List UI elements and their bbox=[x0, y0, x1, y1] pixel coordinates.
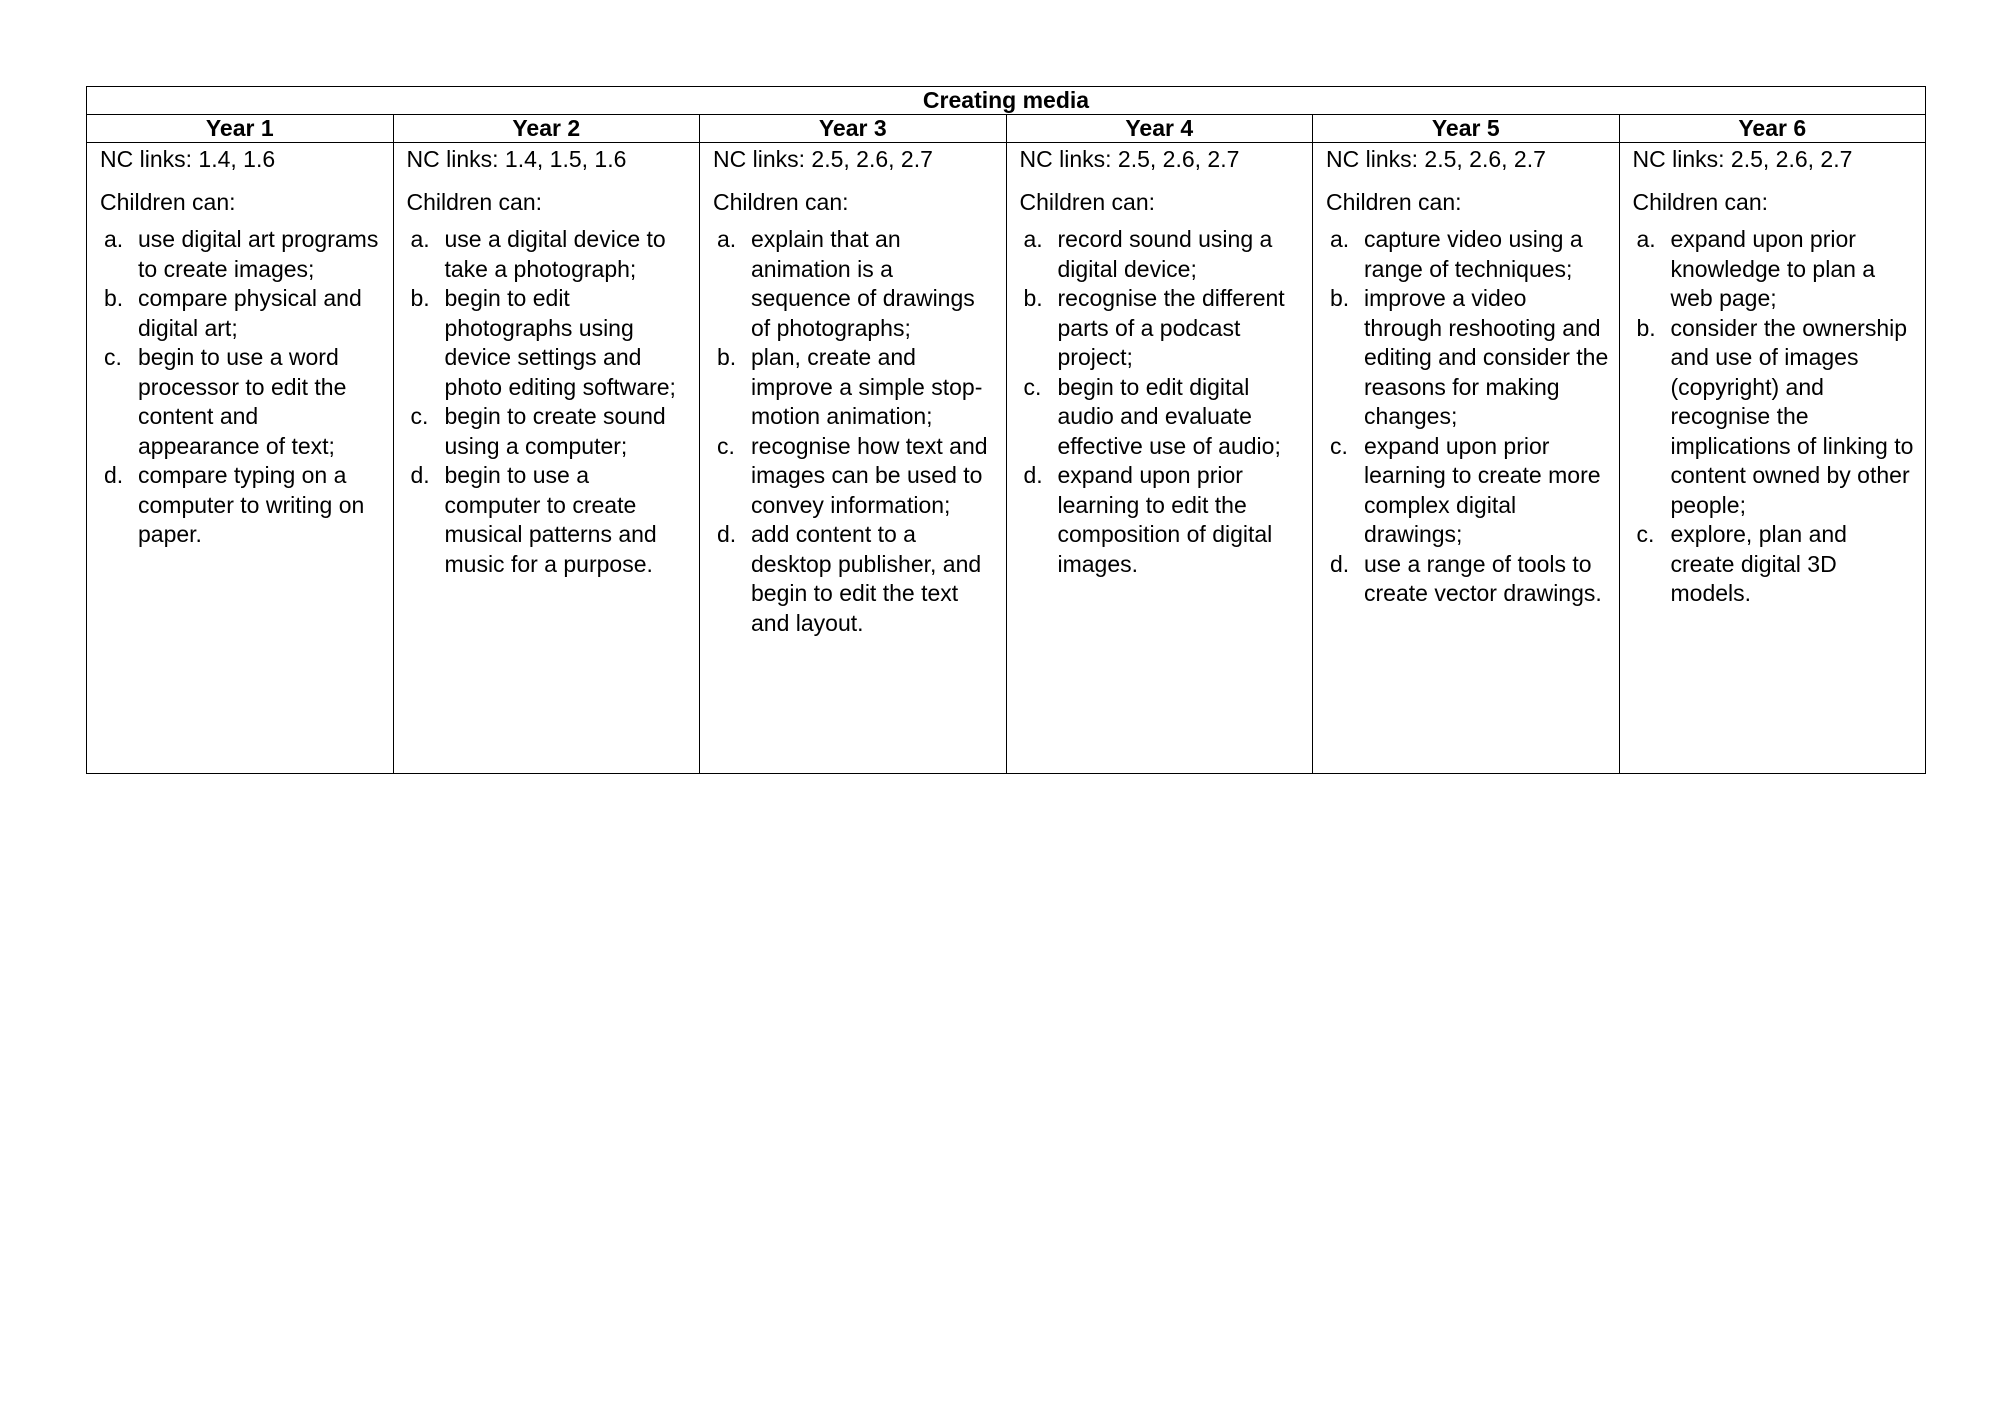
year-header: Year 5 bbox=[1313, 115, 1620, 143]
list-item bbox=[407, 225, 692, 284]
nc-links: NC links: 1.4, 1.6 bbox=[100, 146, 276, 172]
list-item-text: compare typing on a computer to writing on paper. bbox=[138, 462, 365, 547]
list-marker: d. bbox=[717, 521, 737, 547]
objectives-list bbox=[1020, 225, 1305, 579]
list-marker: a. bbox=[1636, 226, 1656, 252]
children-can-label: Children can: bbox=[1019, 188, 1156, 215]
year-header-row bbox=[87, 115, 1926, 143]
list-item bbox=[1020, 461, 1305, 579]
objectives-list bbox=[100, 225, 385, 550]
list-marker: b. bbox=[1330, 285, 1350, 311]
list-item-text: use a digital device to take a photograph; bbox=[444, 226, 666, 282]
list-item bbox=[713, 520, 998, 638]
year-header: Year 4 bbox=[1006, 115, 1313, 143]
year-header: Year 3 bbox=[700, 115, 1007, 143]
list-marker: d. bbox=[410, 462, 430, 488]
list-item-text: consider the ownership and use of images (copyright) and recognise the implications of linking to content owned by other people; bbox=[1670, 314, 1914, 518]
list-item bbox=[1020, 225, 1305, 284]
list-item-text: begin to use a computer to create musical patterns and music for a purpose. bbox=[444, 462, 657, 577]
list-item bbox=[407, 284, 692, 402]
year-cell bbox=[1006, 143, 1313, 774]
nc-links: NC links: 2.5, 2.6, 2.7 bbox=[1632, 146, 1853, 172]
list-item bbox=[713, 343, 998, 432]
list-marker: c. bbox=[410, 403, 429, 429]
list-marker: d. bbox=[104, 462, 124, 488]
objectives-list bbox=[407, 225, 692, 579]
list-marker: b. bbox=[1023, 285, 1043, 311]
objectives-list bbox=[1633, 225, 1918, 609]
nc-links: NC links: 1.4, 1.5, 1.6 bbox=[406, 146, 627, 172]
list-marker: c. bbox=[1330, 432, 1348, 459]
list-item-text: improve a video through reshooting and editing and consider the reasons for making changes; bbox=[1364, 285, 1609, 429]
list-item bbox=[1326, 284, 1611, 432]
list-item bbox=[407, 461, 692, 579]
list-item bbox=[1326, 550, 1611, 609]
list-marker: a. bbox=[717, 226, 737, 252]
list-marker: c. bbox=[1636, 521, 1655, 547]
list-item bbox=[100, 225, 385, 284]
children-can-label: Children can: bbox=[1632, 188, 1769, 215]
list-marker: d. bbox=[1023, 462, 1043, 488]
list-item-text: explain that an animation is a sequence of drawings of photographs; bbox=[751, 226, 975, 341]
list-item-text: begin to use a word processor to edit the content and appearance of text; bbox=[138, 344, 347, 459]
list-item bbox=[713, 225, 998, 343]
objectives-list bbox=[1326, 225, 1611, 609]
list-item-text: begin to create sound using a computer; bbox=[444, 403, 666, 459]
list-item bbox=[100, 284, 385, 343]
list-item bbox=[1326, 432, 1611, 550]
list-item bbox=[1633, 520, 1918, 609]
list-item-text: use a range of tools to create vector drawings. bbox=[1364, 550, 1602, 606]
list-item bbox=[100, 343, 385, 461]
list-item bbox=[1326, 225, 1611, 284]
list-item bbox=[1020, 373, 1305, 462]
curriculum-table bbox=[86, 86, 1926, 774]
list-item-text: record sound using a digital device; bbox=[1057, 226, 1273, 282]
list-item-text: recognise how text and images can be used to convey information; bbox=[751, 432, 988, 518]
list-item bbox=[1020, 284, 1305, 373]
children-can-label: Children can: bbox=[406, 188, 543, 215]
year-cell bbox=[393, 143, 700, 774]
list-marker: b. bbox=[104, 285, 124, 311]
year-header: Year 1 bbox=[87, 115, 394, 143]
table-title: Creating media bbox=[87, 87, 1926, 115]
list-item-text: begin to edit photographs using device settings and photo editing software; bbox=[444, 285, 676, 400]
list-marker: c. bbox=[717, 432, 735, 459]
list-item-text: begin to edit digital audio and evaluate effective use of audio; bbox=[1057, 373, 1281, 459]
list-marker: d. bbox=[1330, 550, 1350, 577]
list-item bbox=[1633, 314, 1918, 521]
objectives-list bbox=[713, 225, 998, 638]
list-marker: b. bbox=[1636, 314, 1656, 341]
list-marker: c. bbox=[104, 344, 122, 370]
year-header: Year 6 bbox=[1619, 115, 1926, 143]
year-header: Year 2 bbox=[393, 115, 700, 143]
year-cell bbox=[1313, 143, 1620, 774]
list-item-text: explore, plan and create digital 3D models. bbox=[1670, 521, 1847, 606]
list-marker: a. bbox=[410, 226, 430, 252]
nc-links: NC links: 2.5, 2.6, 2.7 bbox=[713, 146, 933, 172]
nc-links: NC links: 2.5, 2.6, 2.7 bbox=[1326, 146, 1546, 172]
list-marker: c. bbox=[1023, 373, 1042, 400]
children-can-label: Children can: bbox=[1326, 188, 1462, 215]
list-item bbox=[100, 461, 385, 550]
children-can-label: Children can: bbox=[713, 188, 849, 215]
list-item-text: plan, create and improve a simple stop-motion animation; bbox=[751, 344, 983, 429]
list-marker: a. bbox=[104, 226, 124, 252]
content-row bbox=[87, 143, 1926, 774]
nc-links: NC links: 2.5, 2.6, 2.7 bbox=[1019, 146, 1240, 172]
list-item-text: expand upon prior knowledge to plan a web page; bbox=[1670, 226, 1876, 311]
list-marker: a. bbox=[1330, 226, 1350, 252]
list-item-text: compare physical and digital art; bbox=[138, 285, 362, 341]
list-item-text: add content to a desktop publisher, and begin to edit the text and layout. bbox=[751, 521, 982, 636]
year-cell bbox=[700, 143, 1007, 774]
list-marker: a. bbox=[1023, 226, 1043, 252]
list-item-text: capture video using a range of techniques; bbox=[1364, 226, 1583, 282]
children-can-label: Children can: bbox=[100, 188, 236, 215]
list-item-text: expand upon prior learning to edit the composition of digital images. bbox=[1057, 462, 1273, 577]
year-cell bbox=[87, 143, 394, 774]
list-item bbox=[713, 432, 998, 521]
list-marker: b. bbox=[717, 344, 737, 370]
list-item-text: use digital art programs to create images; bbox=[138, 226, 379, 282]
list-item bbox=[1633, 225, 1918, 314]
list-item bbox=[407, 402, 692, 461]
list-item-text: recognise the different parts of a podcast project; bbox=[1057, 285, 1285, 370]
list-item-text: expand upon prior learning to create more complex digital drawings; bbox=[1364, 432, 1601, 547]
year-cell bbox=[1619, 143, 1926, 774]
list-marker: b. bbox=[410, 285, 430, 311]
